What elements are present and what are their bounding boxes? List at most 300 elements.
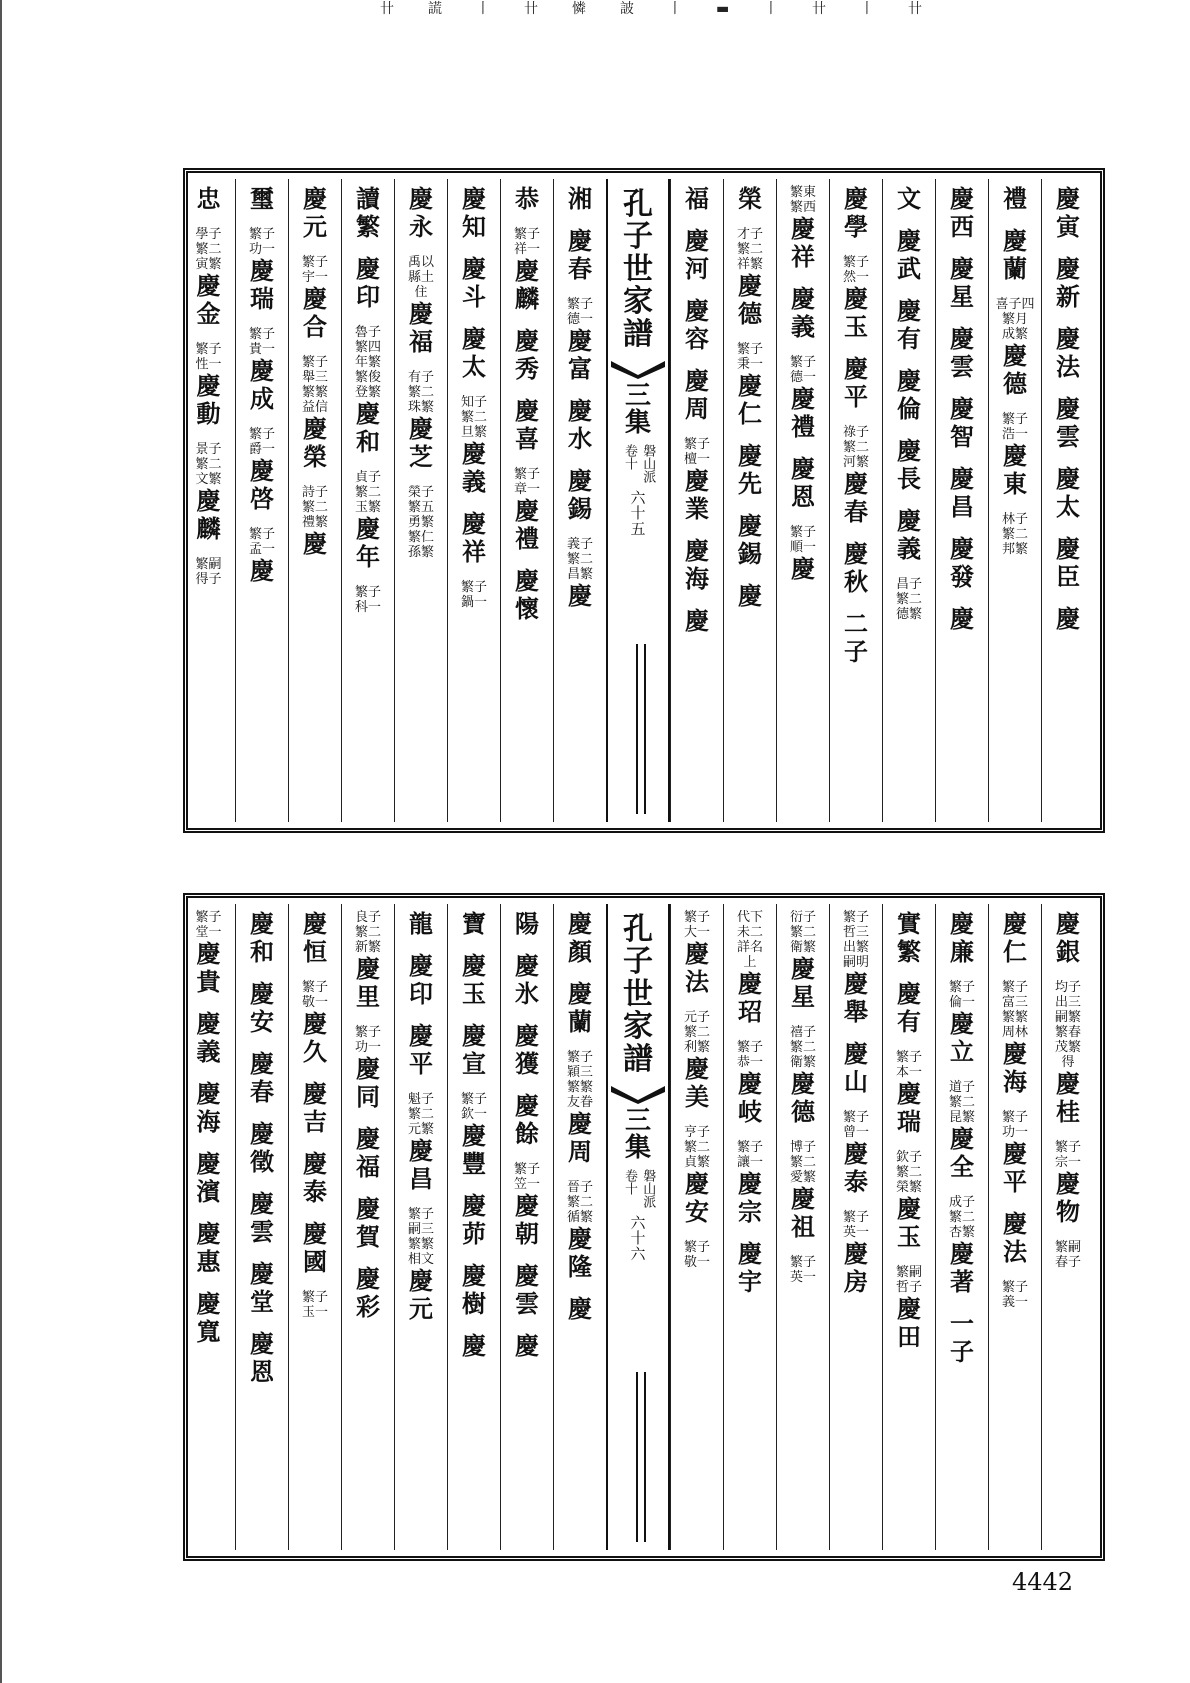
name-character: 印 — [409, 979, 433, 1008]
genealogy-column — [988, 904, 1041, 1550]
annotation-text: 英一 — [842, 1225, 869, 1240]
annotation-text: 上 — [743, 955, 757, 970]
annotation-text: 茂繁 — [1054, 1040, 1081, 1055]
annotation-text: 繁子 — [354, 1025, 381, 1040]
annotation-text: 繁子 — [460, 580, 487, 595]
name-character: 斗 — [462, 282, 486, 311]
collection-volume: 三 集 — [624, 1105, 651, 1164]
annotation-text: 繁繁 — [1001, 1010, 1028, 1025]
name-character: 祥 — [462, 537, 486, 566]
annotation-text: 然一 — [842, 270, 869, 285]
name-character: 慶 — [844, 1239, 868, 1268]
name-character: 宗 — [738, 1197, 762, 1226]
name-character: 慶 — [950, 324, 974, 353]
annotation-text: 浩一 — [1001, 427, 1028, 442]
name-character: 恩 — [791, 482, 815, 511]
banner-fragment: 憐 — [572, 1, 586, 17]
name-character: 田 — [897, 1322, 921, 1351]
name-character: 慶 — [685, 366, 709, 395]
name-character: 義 — [791, 312, 815, 341]
name-character: 慶 — [462, 324, 486, 353]
name-character: 福 — [356, 1152, 380, 1181]
banner-fragment: 卄 — [380, 1, 394, 17]
name-character: 東 — [1003, 469, 1027, 498]
name-character: 龍 — [409, 909, 433, 938]
name-character: 慶 — [791, 554, 815, 583]
name-character: 舉 — [844, 997, 868, 1026]
genealogy-column — [723, 179, 776, 822]
annotation-text: 繁子 — [301, 980, 328, 995]
name-character: 慶 — [738, 969, 762, 998]
name-character: 彩 — [356, 1292, 380, 1321]
annotation-text: 亨子 — [683, 1125, 710, 1140]
name-character: 國 — [303, 1247, 327, 1276]
annotation-text: 衛繁 — [789, 1055, 816, 1070]
name-character: 慶 — [196, 1149, 221, 1178]
annotation-text: 晉子 — [566, 1180, 593, 1195]
annotation-text: 大一 — [683, 925, 710, 940]
annotation-text: 昆繁 — [948, 1110, 975, 1125]
genealogy-column — [447, 904, 500, 1550]
annotation-text: 未二 — [736, 925, 763, 940]
annotation-text: 繁四 — [354, 340, 381, 355]
name-character: 子 — [844, 637, 868, 666]
name-character: 房 — [844, 1267, 868, 1296]
name-character: 恭 — [515, 184, 539, 213]
name-character: 隆 — [568, 1252, 592, 1281]
name-character: 堂 — [250, 1287, 274, 1316]
annotation-text: 出繁 — [842, 940, 869, 955]
annotation-text: 德繁 — [895, 607, 922, 622]
genealogy-column — [394, 179, 447, 822]
name-character: 星 — [950, 282, 974, 311]
annotation-text: 友眷 — [566, 1095, 593, 1110]
annotation-text: 道子 — [948, 1080, 975, 1095]
name-character: 慶 — [738, 1169, 762, 1198]
name-character: 慶 — [409, 951, 433, 980]
name-character: 慶 — [303, 414, 327, 443]
name-character: 慶 — [738, 1239, 762, 1268]
annotation-text: 良子 — [354, 910, 381, 925]
name-character: 榮 — [303, 442, 327, 471]
name-character: 知 — [462, 212, 486, 241]
name-character: 秋 — [844, 567, 868, 596]
name-character: 慶 — [356, 254, 380, 283]
name-character: 和 — [356, 427, 380, 456]
annotation-text: 禹以 — [407, 255, 434, 270]
name-character: 濱 — [196, 1177, 221, 1206]
name-character: 慶 — [1056, 909, 1080, 938]
name-character: 星 — [791, 982, 815, 1011]
name-character: 全 — [950, 1152, 974, 1181]
annotation-text: 繁嗣 — [195, 557, 222, 572]
name-character: 慶 — [515, 1261, 539, 1290]
annotation-text: 繁子 — [789, 525, 816, 540]
name-character: 寬 — [196, 1317, 221, 1346]
annotation-text: 繁二 — [566, 1195, 593, 1210]
name-character: 茆 — [462, 1219, 486, 1248]
name-character: 成 — [250, 384, 274, 413]
name-character: 恩 — [250, 1357, 274, 1386]
banner-fragment: 丨 — [668, 1, 682, 17]
annotation-text: 繁二 — [1001, 527, 1028, 542]
annotation-text: 讓一 — [736, 1155, 763, 1170]
name-character: 和 — [250, 937, 274, 966]
name-character: 元 — [303, 212, 327, 241]
name-character: 慶 — [685, 296, 709, 325]
name-character: 豐 — [462, 1149, 486, 1178]
name-character: 立 — [950, 1037, 974, 1066]
annotation-text: 寅繁 — [195, 257, 222, 272]
name-character: 西 — [950, 212, 974, 241]
annotation-text: 代下 — [736, 910, 763, 925]
name-character: 慶 — [409, 1021, 433, 1050]
name-character: 永 — [409, 212, 433, 241]
name-character: 秀 — [515, 354, 539, 383]
name-character: 慶 — [897, 296, 921, 325]
annotation-text: 縣土 — [407, 270, 434, 285]
genealogy-column — [394, 904, 447, 1550]
name-character: 昌 — [409, 1164, 433, 1193]
name-character: 慶 — [791, 1184, 815, 1213]
name-character: 一 — [950, 1309, 974, 1338]
annotation-text: 益信 — [301, 400, 328, 415]
annotation-text: 繁二 — [736, 242, 763, 257]
name-character: 蘭 — [1003, 254, 1027, 283]
name-character: 慶 — [791, 284, 815, 313]
name-character: 太 — [462, 352, 486, 381]
annotation-text: 河繁 — [842, 455, 869, 470]
name-character: 安 — [685, 1197, 709, 1226]
name-character: 春 — [250, 1077, 274, 1106]
name-character: 瑞 — [250, 284, 274, 313]
name-character: 慶 — [1056, 324, 1080, 353]
annotation-text: 繁二 — [789, 925, 816, 940]
annotation-text: 利繁 — [683, 1040, 710, 1055]
annotation-text: 繁子 — [683, 1240, 710, 1255]
name-character: 慶 — [250, 1259, 274, 1288]
annotation-text: 繁子 — [842, 1210, 869, 1225]
name-character: 慶 — [515, 1331, 539, 1360]
name-character: 合 — [303, 312, 327, 341]
annotation-text: 周林 — [1001, 1025, 1028, 1040]
book-title-column — [606, 179, 670, 822]
name-character: 慶 — [950, 254, 974, 283]
name-character: 慶 — [685, 1169, 709, 1198]
genealogy-column — [882, 179, 935, 822]
annotation-text: 繁子 — [195, 342, 222, 357]
name-character: 慶 — [462, 184, 486, 213]
annotation-text: 繁子 — [789, 355, 816, 370]
fish-tail-ornament-icon — [611, 1084, 665, 1104]
center-rule — [636, 644, 646, 814]
banner-fragment: 謊 — [428, 1, 442, 17]
name-character: 物 — [1056, 1197, 1080, 1226]
genealogy-page-65 — [183, 168, 1105, 833]
annotation-text: 繁子 — [513, 1162, 540, 1177]
name-character: 慶 — [196, 1079, 221, 1108]
annotation-text: 鍋一 — [460, 595, 487, 610]
name-character: 慶 — [462, 1021, 486, 1050]
name-character: 久 — [303, 1037, 327, 1066]
name-character: 喜 — [515, 424, 539, 453]
name-character: 慶 — [196, 1289, 221, 1318]
annotation-text: 繁二 — [789, 1040, 816, 1055]
genealogy-column — [988, 179, 1041, 822]
name-character: 寶 — [462, 909, 486, 938]
annotation-text: 均子 — [1054, 980, 1081, 995]
annotation-text: 繁二 — [354, 925, 381, 940]
name-character: 禮 — [515, 524, 539, 553]
genealogy-column — [288, 904, 341, 1550]
annotation-text: 繁子 — [566, 1050, 593, 1065]
annotation-text: 德一 — [789, 370, 816, 385]
name-character: 昌 — [950, 492, 974, 521]
name-character: 慶 — [356, 1264, 380, 1293]
annotation-text: 繁二 — [407, 1107, 434, 1122]
name-character: 太 — [1056, 492, 1080, 521]
annotation-text: 繁二 — [683, 1025, 710, 1040]
name-character: 慶 — [738, 581, 762, 610]
name-character: 慶 — [950, 1239, 974, 1268]
name-character: 恒 — [303, 937, 327, 966]
annotation-text: 繁二 — [948, 1095, 975, 1110]
name-character: 慶 — [409, 1136, 433, 1165]
name-character: 氷 — [515, 979, 539, 1008]
annotation-text: 知子 — [460, 395, 487, 410]
name-character: 慶 — [897, 506, 921, 535]
annotation-text: 繁繁 — [566, 1080, 593, 1095]
annotation-text: 繁子 — [513, 467, 540, 482]
annotation-text: 英一 — [789, 1270, 816, 1285]
center-rule — [636, 1372, 646, 1542]
name-character: 慶 — [1003, 226, 1027, 255]
name-character: 慶 — [356, 1194, 380, 1223]
name-character: 慶 — [303, 284, 327, 313]
annotation-text: 敬一 — [301, 995, 328, 1010]
name-character: 慶 — [844, 469, 868, 498]
name-character: 義 — [897, 534, 921, 563]
annotation-text: 得 — [1061, 1055, 1075, 1070]
name-character: 慶 — [409, 414, 433, 443]
annotation-text: 祥繁 — [736, 257, 763, 272]
annotation-text: 繁二 — [789, 1155, 816, 1170]
name-character: 慶 — [250, 556, 274, 585]
name-character: 周 — [685, 394, 709, 423]
name-character: 慶 — [250, 1189, 274, 1218]
name-character: 德 — [738, 299, 762, 328]
name-character: 慶 — [950, 1124, 974, 1153]
annotation-text: 繁子 — [948, 980, 975, 995]
genealogy-column — [182, 904, 235, 1550]
annotation-text: 繁繁 — [407, 1237, 434, 1252]
annotation-text: 繁子 — [736, 1040, 763, 1055]
name-character: 德 — [1003, 369, 1027, 398]
annotation-text: 繁子 — [407, 1207, 434, 1222]
annotation-text: 邦繁 — [1001, 542, 1028, 557]
name-character: 義 — [196, 1037, 221, 1066]
name-character: 朝 — [515, 1219, 539, 1248]
name-character: 忠 — [196, 184, 221, 213]
name-character: 同 — [356, 1082, 380, 1111]
name-character: 慶 — [1003, 441, 1027, 470]
name-character: 慶 — [1003, 1209, 1027, 1238]
annotation-text: 嗣明 — [842, 955, 869, 970]
name-character: 慶 — [303, 1009, 327, 1038]
annotation-text: 科一 — [354, 600, 381, 615]
name-character: 業 — [685, 494, 709, 523]
name-character: 慶 — [897, 1194, 921, 1223]
annotation-text: 堂一 — [195, 925, 222, 940]
annotation-text: 繁子 — [301, 1290, 328, 1305]
name-character: 慶 — [1056, 184, 1080, 213]
name-character: 慶 — [791, 214, 815, 243]
book-title-column — [606, 904, 670, 1550]
name-character: 慶 — [515, 951, 539, 980]
annotation-text: 昌子 — [895, 577, 922, 592]
annotation-text: 繁嗣 — [895, 1265, 922, 1280]
genealogy-column — [235, 179, 288, 822]
name-character: 桂 — [1056, 1097, 1080, 1126]
name-character: 貴 — [196, 967, 221, 996]
annotation-text: 繁子 — [195, 910, 222, 925]
leaf-number: 六 十 六 — [630, 1213, 646, 1264]
name-character: 寅 — [1056, 212, 1080, 241]
name-character: 慶 — [844, 354, 868, 383]
name-character: 啓 — [250, 484, 274, 513]
annotation-text: 順一 — [789, 540, 816, 555]
annotation-text: 魯子 — [354, 325, 381, 340]
annotation-text: 功一 — [248, 242, 275, 257]
annotation-text: 住 — [414, 285, 428, 300]
name-character: 動 — [196, 399, 221, 428]
name-character: 慶 — [303, 1149, 327, 1178]
banner-fragment: ▬ — [716, 1, 730, 17]
name-character: 倫 — [897, 394, 921, 423]
name-character: 法 — [685, 967, 709, 996]
name-character: 慶 — [303, 909, 327, 938]
name-character: 平 — [409, 1049, 433, 1078]
name-character: 岐 — [738, 1097, 762, 1126]
name-character: 實 — [897, 909, 921, 938]
annotation-text: 年繁 — [354, 355, 381, 370]
name-character: 慶 — [250, 456, 274, 485]
annotation-text: 繁子 — [1001, 980, 1028, 995]
genealogy-column — [182, 179, 235, 822]
annotation-text: 本一 — [895, 1065, 922, 1080]
annotation-text: 繁子 — [895, 1050, 922, 1065]
name-character: 法 — [1003, 1237, 1027, 1266]
name-character: 發 — [950, 562, 974, 591]
name-character: 印 — [356, 282, 380, 311]
name-character: 慶 — [462, 1331, 486, 1360]
name-character: 慶 — [568, 466, 592, 495]
name-character: 慶 — [250, 356, 274, 385]
book-title: 孔 子 世 家 譜 — [623, 912, 653, 1077]
name-character: 雲 — [515, 1289, 539, 1318]
name-character: 春 — [844, 497, 868, 526]
annotation-text: 繁二 — [195, 457, 222, 472]
name-character: 長 — [897, 464, 921, 493]
banner-fragment: 詖 — [620, 1, 634, 17]
annotation-text: 繁子 — [736, 1140, 763, 1155]
name-character: 福 — [409, 327, 433, 356]
name-character: 二 — [844, 609, 868, 638]
name-character: 慶 — [303, 1079, 327, 1108]
name-character: 雲 — [250, 1217, 274, 1246]
name-character: 慶 — [409, 184, 433, 213]
name-character: 慶 — [250, 979, 274, 1008]
name-character: 元 — [409, 1294, 433, 1323]
name-character: 慶 — [462, 1121, 486, 1150]
collection-volume: 三 集 — [624, 380, 651, 439]
name-character: 慶 — [844, 539, 868, 568]
name-character: 璽 — [250, 184, 274, 213]
annotation-text: 繁二 — [842, 440, 869, 455]
name-character: 慶 — [1003, 1139, 1027, 1168]
name-character: 宣 — [462, 1049, 486, 1078]
name-character: 錫 — [568, 494, 592, 523]
name-character: 法 — [1056, 352, 1080, 381]
name-character: 雲 — [1056, 422, 1080, 451]
name-character: 銀 — [1056, 937, 1080, 966]
name-character: 麟 — [196, 514, 221, 543]
name-character: 海 — [685, 564, 709, 593]
name-character: 樹 — [462, 1289, 486, 1318]
annotation-text: 爵一 — [248, 442, 275, 457]
name-character: 慶 — [515, 396, 539, 425]
name-character: 慶 — [685, 466, 709, 495]
genealogy-column — [341, 904, 394, 1550]
annotation-text: 繁子 — [301, 255, 328, 270]
name-character: 河 — [685, 254, 709, 283]
annotation-text: 成子 — [948, 1195, 975, 1210]
name-character: 仁 — [1003, 937, 1027, 966]
section-label: 卷十 磐山派 — [622, 443, 656, 483]
name-character: 慶 — [303, 1219, 327, 1248]
annotation-text: 祿子 — [842, 425, 869, 440]
name-character: 慶 — [568, 1224, 592, 1253]
annotation-text: 魁子 — [407, 1092, 434, 1107]
annotation-text: 出三 — [1054, 995, 1081, 1010]
name-character: 慶 — [356, 954, 380, 983]
annotation-text: 繁二 — [301, 500, 328, 515]
annotation-text: 繁二 — [683, 1140, 710, 1155]
genealogy-column — [935, 179, 988, 822]
annotation-text: 繁繁 — [301, 385, 328, 400]
annotation-text: 貞子 — [354, 470, 381, 485]
genealogy-column — [553, 904, 606, 1550]
name-character: 臣 — [1056, 562, 1080, 591]
annotation-text: 欽子 — [895, 1150, 922, 1165]
name-character: 武 — [897, 254, 921, 283]
name-character: 海 — [1003, 1067, 1027, 1096]
annotation-text: 哲三 — [842, 925, 869, 940]
annotation-text: 繁東 — [789, 185, 816, 200]
name-character: 慶 — [897, 436, 921, 465]
name-character: 慶 — [250, 256, 274, 285]
book-title: 孔 子 世 家 譜 — [623, 187, 653, 352]
annotation-text: 學子 — [195, 227, 222, 242]
name-character: 慶 — [568, 581, 592, 610]
name-character: 慶 — [356, 1054, 380, 1083]
annotation-text: 繁二 — [195, 242, 222, 257]
name-character: 義 — [462, 467, 486, 496]
name-character: 慶 — [462, 1261, 486, 1290]
annotation-text: 繁子 — [1001, 1110, 1028, 1125]
annotation-text: 文繁 — [195, 472, 222, 487]
name-character: 玉 — [897, 1222, 921, 1251]
